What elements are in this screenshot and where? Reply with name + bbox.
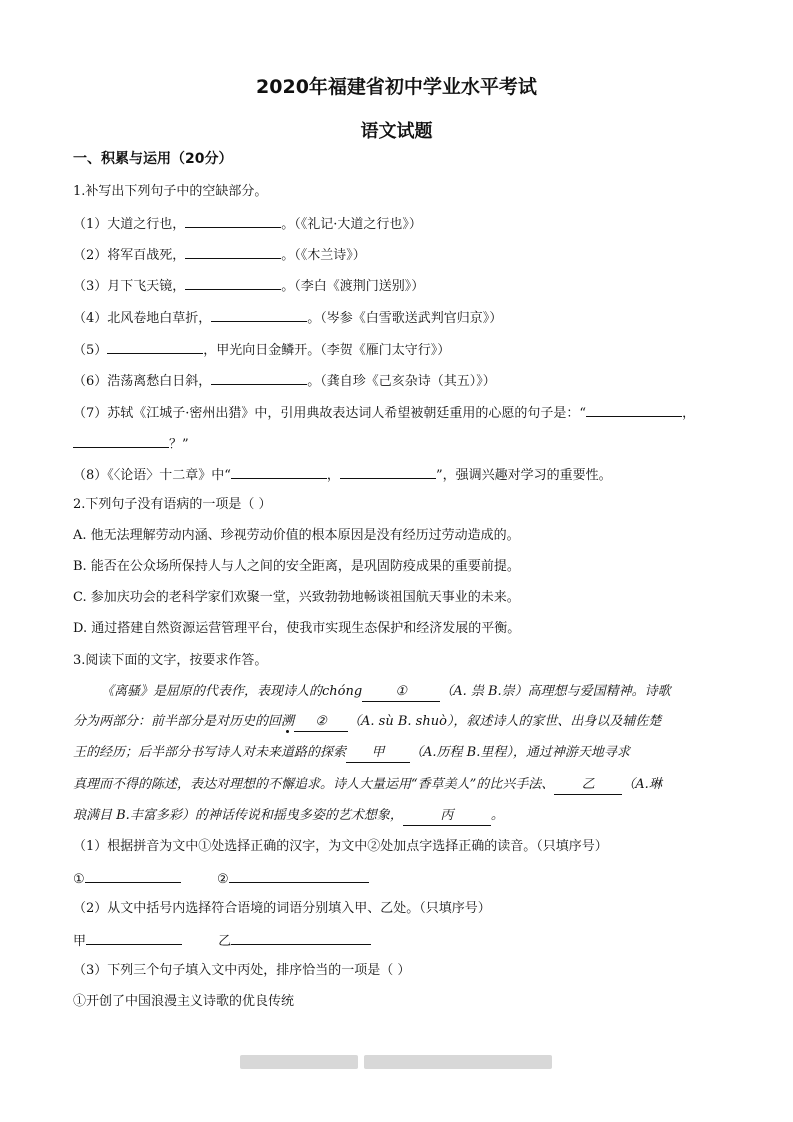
q1-item-7-text: （7）苏轼《江城子·密州出猎》中，引用典故表达词人希望被朝廷重用的心愿的句子是：“	[73, 406, 587, 421]
q1-item-7-line2	[73, 434, 189, 454]
q1-item-7-end: ？”	[169, 437, 189, 452]
q3-passage-text: （A. sù B. shuò），叙述诗人的家世、出身以及辅佐楚	[348, 714, 662, 729]
q3-sub-3-option-1: ①开创了中国浪漫主义诗歌的优良传统	[73, 994, 295, 1009]
q3-passage-line-1	[101, 683, 671, 702]
q3-passage-text: 真理而不得的陈述，表达对理想的不懈追求。诗人大量运用“香草美人”的比兴手法、	[73, 777, 555, 792]
question-3-stem: 3.阅读下面的文字，按要求作答。	[73, 653, 268, 668]
answer-blank[interactable]	[185, 214, 281, 228]
question-1-stem: 1.补写出下列句子中的空缺部分。	[73, 184, 268, 199]
footer-blur-segment	[364, 1055, 552, 1069]
q3-passage-line-5	[73, 807, 504, 826]
answer-label-2: ②	[216, 872, 229, 887]
passage-blank-bing[interactable]: 丙	[403, 807, 491, 826]
q3-passage-text: （A. 祟 B.崇）高理想与爱国精神。诗歌	[440, 684, 671, 699]
q1-item-2-pre: （2）将军百战死，	[73, 248, 186, 263]
footer-blur-segment	[240, 1055, 358, 1069]
q1-item-3-pre: （3）月下飞天镜，	[73, 279, 186, 294]
q3-sub-2: （2）从文中括号内选择符合语境的词语分别填入甲、乙处。（只填序号）	[73, 901, 491, 916]
q3-sub-3: （3）下列三个句子填入文中丙处，排序恰当的一项是（ ）	[73, 963, 411, 978]
q1-item-1	[73, 214, 422, 234]
q3-passage-line-4	[73, 776, 662, 795]
answer-blank[interactable]	[185, 245, 281, 259]
q1-item-8-mid: ，	[326, 468, 340, 483]
q1-item-3	[73, 276, 424, 296]
q3-passage-text: 分为两部分：前半部分是对历史的回	[73, 714, 282, 729]
dotted-character: 溯	[281, 714, 295, 729]
q1-item-5	[73, 340, 450, 360]
q1-item-1-post: 。（《礼记·大道之行也》）	[281, 217, 422, 232]
answer-blank[interactable]	[73, 434, 169, 448]
q3-passage-text: 。	[490, 808, 504, 823]
q3-passage-text: 王的经历；后半部分书写诗人对未来道路的探索	[73, 745, 347, 760]
q1-item-3-post: 。（李白《渡荆门送别》）	[281, 279, 425, 294]
answer-blank[interactable]	[85, 869, 181, 883]
answer-blank[interactable]	[211, 308, 307, 322]
answer-blank[interactable]	[231, 465, 327, 479]
q1-item-6	[73, 371, 496, 391]
q1-item-6-post: 。（龚自珍《己亥杂诗（其五）》）	[307, 374, 496, 389]
q1-item-6-pre: （6）浩荡离愁白日斜，	[73, 374, 212, 389]
question-2-stem: 2.下列句子没有语病的一项是（ ）	[73, 497, 272, 512]
q1-item-5-pre: （5）	[73, 343, 108, 358]
q2-option-a[interactable]: A. 他无法理解劳动内涵、珍视劳动价值的根本原因是没有经历过劳动造成的。	[73, 528, 520, 543]
q3-passage-line-2	[73, 713, 661, 732]
answer-blank[interactable]	[229, 869, 369, 883]
answer-blank[interactable]	[86, 931, 182, 945]
q3-sub-2-answers	[73, 931, 371, 951]
answer-label-jia: 甲	[73, 934, 87, 949]
q3-passage-text: （A.琳	[622, 777, 662, 792]
q1-item-8	[73, 465, 612, 485]
passage-blank-1[interactable]: ①	[362, 683, 440, 702]
q1-item-5-post: ，甲光向日金鳞开。（李贺《雁门太守行》）	[203, 343, 451, 358]
q1-item-7-line1	[73, 403, 695, 423]
q2-option-c[interactable]: C. 参加庆功会的老科学家们欢聚一堂，兴致勃勃地畅谈祖国航天事业的未来。	[73, 590, 520, 605]
q3-passage-line-3	[73, 744, 630, 763]
answer-label-1: ①	[73, 872, 85, 887]
answer-blank[interactable]	[586, 403, 682, 417]
blurred-footer-watermark	[240, 1055, 552, 1069]
q1-item-2-post: 。（《木兰诗》）	[281, 248, 366, 263]
q3-sub-1-answers	[73, 869, 369, 889]
q2-option-d[interactable]: D. 通过搭建自然资源运营管理平台，使我市实现生态保护和经济发展的平衡。	[73, 621, 521, 636]
q1-item-8-post: ”，强调兴趣对学习的重要性。	[435, 468, 612, 483]
q1-item-2	[73, 245, 366, 265]
passage-blank-jia[interactable]: 甲	[346, 744, 410, 763]
answer-blank[interactable]	[107, 340, 203, 354]
q1-item-1-pre: （1）大道之行也，	[73, 217, 186, 232]
q1-item-4-pre: （4）北风卷地白草折，	[73, 311, 212, 326]
q3-passage-text: （A.历程 B.里程），通过神游天地寻求	[410, 745, 630, 760]
q1-item-4	[73, 308, 502, 328]
exam-subtitle: 语文试题	[360, 121, 433, 142]
q1-item-7-comma: ，	[682, 406, 696, 421]
answer-blank[interactable]	[185, 276, 281, 290]
q2-option-b[interactable]: B. 能否在公众场所保持人与人之间的安全距离，是巩固防疫成果的重要前提。	[73, 559, 520, 574]
q3-sub-1: （1）根据拼音为文中①处选择正确的汉字，为文中②处加点字选择正确的读音。（只填序号）	[73, 839, 608, 854]
answer-blank[interactable]	[340, 465, 436, 479]
answer-blank[interactable]	[211, 371, 307, 385]
passage-blank-2[interactable]: ②	[294, 713, 348, 732]
q3-passage-text: 琅满目 B.丰富多彩）的神话传说和摇曳多姿的艺术想象，	[73, 808, 403, 823]
q3-passage-text: 《离骚》是屈原的代表作，表现诗人的chóng	[101, 684, 363, 699]
q1-item-4-post: 。（岑参《白雪歌送武判官归京》）	[307, 311, 503, 326]
exam-title: 2020年福建省初中学业水平考试	[256, 76, 537, 98]
q1-item-8-pre: （8）《〈论语〉十二章》中“	[73, 468, 231, 483]
answer-blank[interactable]	[231, 931, 371, 945]
section-heading: 一、积累与运用（20分）	[73, 151, 233, 167]
passage-blank-yi[interactable]: 乙	[554, 776, 622, 795]
answer-label-yi: 乙	[218, 934, 232, 949]
